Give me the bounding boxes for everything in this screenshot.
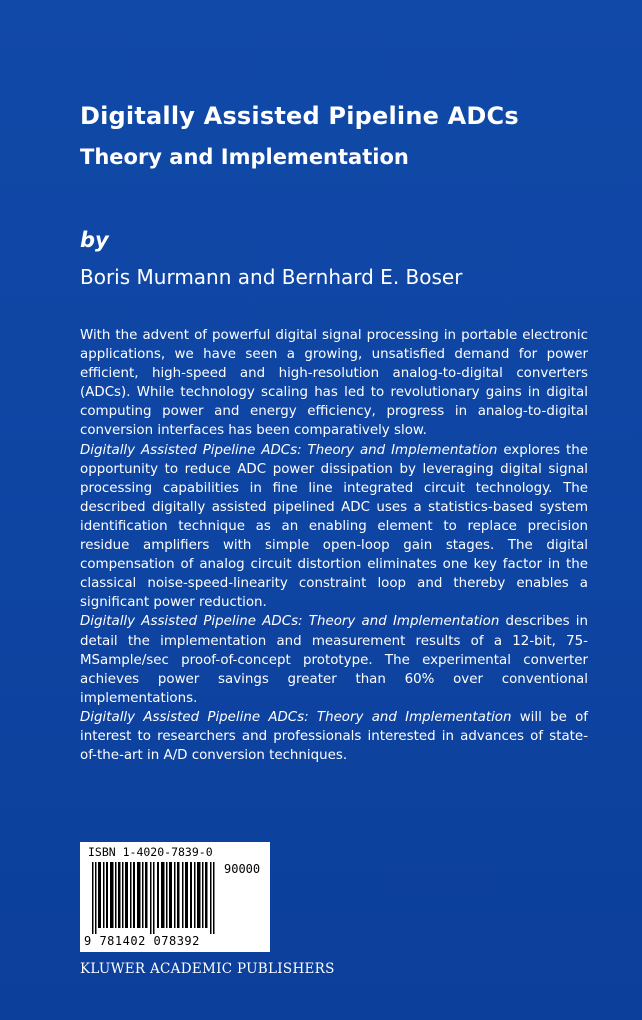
book-reference: Digitally Assisted Pipeline ADCs: Theory and Implementation <box>80 709 512 725</box>
blurb-paragraph-1: With the advent of powerful digital signal processing in portable electronic applications, we have seen a growing, unsatisfied demand for power efficient, high-speed and high-resolution analog-to-digital converters (ADCs). While technology scaling has led to revolutionary gains in digital computing power and energy efficiency, progress in analog-to-digital conversion interfaces has been comparatively slow. <box>80 328 588 439</box>
authors: Boris Murmann and Bernhard E. Boser <box>80 265 463 289</box>
ean-number: 9 781402 078392 <box>84 934 200 948</box>
book-reference: Digitally Assisted Pipeline ADCs: Theory and Implementation <box>80 614 500 630</box>
blurb-paragraph-2-text: explores the opportunity to reduce ADC power dissipation by leveraging digital signal processing capabilities in fine line integrated circuit technology. The described digitally assisted pipelined ADC uses a statistics-based system identification technique as an enabling element to replace precision residue amplifiers with simple open-loop gain stages. The digital compensation of analog circuit distortion eliminates one key factor in the classical noise-speed-linearity constraint loop and thereby enables a significant power reduction. <box>80 442 588 611</box>
blurb-text <box>80 326 588 765</box>
book-subtitle: Theory and Implementation <box>80 145 409 169</box>
blurb-paragraph-3 <box>80 612 588 707</box>
isbn-text: ISBN 1-4020-7839-0 <box>88 845 213 859</box>
blurb-paragraph-4 <box>80 708 588 765</box>
blurb-paragraph-3-text: describes in detail the implementation and measurement results of a 12-bit, 75-MSample/sec proof-of-concept prototype. The experimental converter achieves power savings greater than 60% over conventional implementations. <box>80 614 588 706</box>
price-code: 90000 <box>224 862 261 876</box>
barcode-bars <box>92 862 220 934</box>
publisher-name: KLUWER ACADEMIC PUBLISHERS <box>80 961 335 977</box>
blurb-paragraph-2 <box>80 441 588 613</box>
blurb-paragraph-4-text: will be of interest to researchers and professionals interested in advances of state-of-the-art in A/D conversion techniques. <box>80 709 588 764</box>
book-reference: Digitally Assisted Pipeline ADCs: Theory and Implementation <box>80 442 498 458</box>
book-title: Digitally Assisted Pipeline ADCs <box>80 102 519 130</box>
by-label: by <box>80 228 109 252</box>
barcode-label <box>80 842 270 952</box>
